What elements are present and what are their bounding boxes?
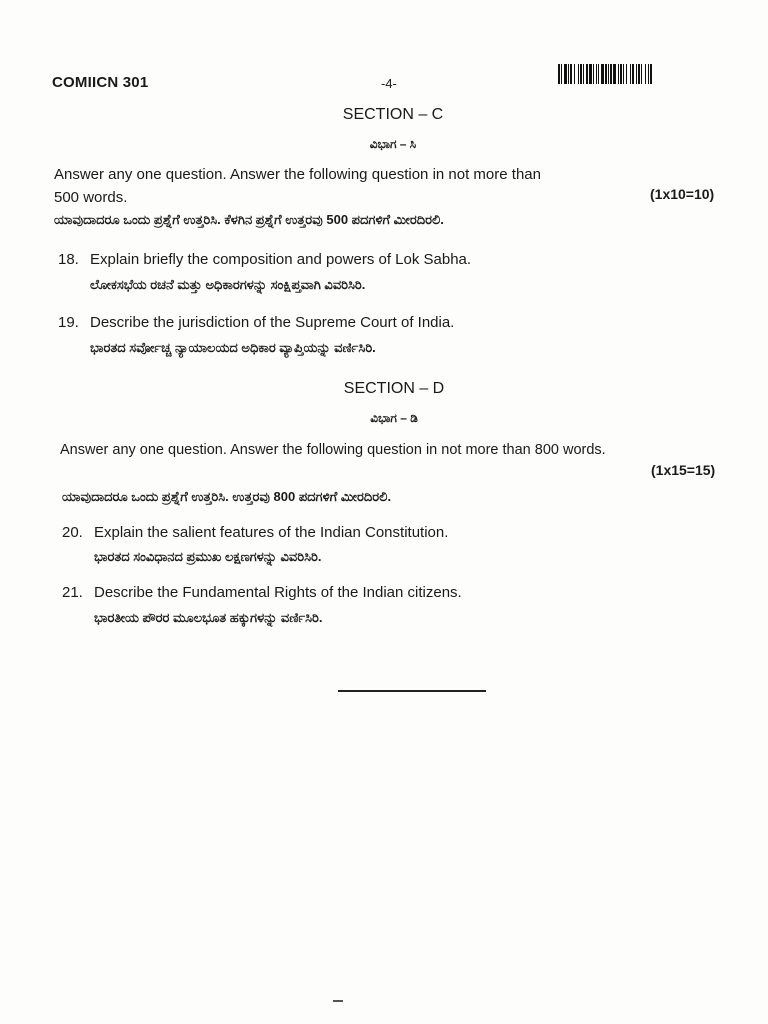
section-c-instruction-kannada: ಯಾವುದಾದರೂ ಒಂದು ಪ್ರಶ್ನೆಗೆ ಉತ್ತರಿಸಿ. ಕೆಳಗಿನ ಪ್ರಶ್ನೆಗೆ ಉತ್ತರವು 500 ಪದಗಳಿಗೆ ಮೀರದಿರಲಿ. — [54, 212, 444, 227]
end-rule — [338, 690, 486, 692]
question-number: 20. — [62, 524, 83, 541]
section-c-instruction-line1: Answer any one question. Answer the following question in not more than — [54, 166, 541, 183]
question-18 — [58, 251, 471, 268]
page-number: -4- — [381, 76, 397, 91]
section-d-instruction-kannada: ಯಾವುದಾದರೂ ಒಂದು ಪ್ರಶ್ನೆಗೆ ಉತ್ತರಿಸಿ. ಉತ್ತರವು 800 ಪದಗಳಿಗೆ ಮೀರದಿರಲಿ. — [62, 489, 392, 504]
question-19 — [58, 314, 454, 331]
question-text: Explain the salient features of the Indian Constitution. — [94, 524, 449, 541]
section-d-instruction: Answer any one question. Answer the following question in not more than 800 words. — [60, 442, 606, 458]
footer-dash — [333, 1000, 343, 1002]
question-text: Explain briefly the composition and powers of Lok Sabha. — [90, 251, 472, 268]
question-18-kannada: ಲೋಕಸಭೆಯ ರಚನೆ ಮತ್ತು ಅಧಿಕಾರಗಳನ್ನು ಸಂಕ್ಷಿಪ್ತವಾಗಿ ವಿವರಿಸಿರಿ. — [90, 277, 366, 292]
section-d-subtitle: ವಿಭಾಗ – ಡಿ — [370, 411, 418, 425]
section-c-marks: (1x10=10) — [650, 186, 715, 202]
question-21-kannada: ಭಾರತೀಯ ಪೌರರ ಮೂಲಭೂತ ಹಕ್ಕುಗಳನ್ನು ವರ್ಣಿಸಿರಿ. — [94, 610, 323, 625]
question-number: 18. — [58, 251, 79, 268]
course-code: COMIICN 301 — [52, 74, 149, 91]
question-number: 19. — [58, 314, 79, 331]
section-c-instruction-line2: 500 words. — [54, 189, 128, 206]
section-c-subtitle: ವಿಭಾಗ – ಸಿ — [369, 137, 417, 151]
question-20-kannada: ಭಾರತದ ಸಂವಿಧಾನದ ಪ್ರಮುಖ ಲಕ್ಷಣಗಳನ್ನು ವಿವರಿಸಿರಿ. — [94, 549, 322, 564]
question-number: 21. — [62, 584, 83, 601]
question-text: Describe the Fundamental Rights of the Indian citizens. — [94, 584, 462, 601]
section-c-title: SECTION – C — [342, 106, 444, 123]
section-d-marks: (1x15=15) — [651, 462, 716, 478]
barcode — [558, 64, 730, 84]
question-19-kannada: ಭಾರತದ ಸರ್ವೋಚ್ಚ ನ್ಯಾಯಾಲಯದ ಅಧಿಕಾರ ವ್ಯಾಪ್ತಿಯನ್ನು ವರ್ಣಿಸಿರಿ. — [90, 340, 376, 355]
section-d-title: SECTION – D — [343, 380, 445, 397]
question-21 — [62, 584, 462, 601]
question-text: Describe the jurisdiction of the Supreme Court of India. — [90, 314, 455, 331]
barcode-stripe — [652, 64, 654, 84]
question-20 — [62, 524, 448, 541]
